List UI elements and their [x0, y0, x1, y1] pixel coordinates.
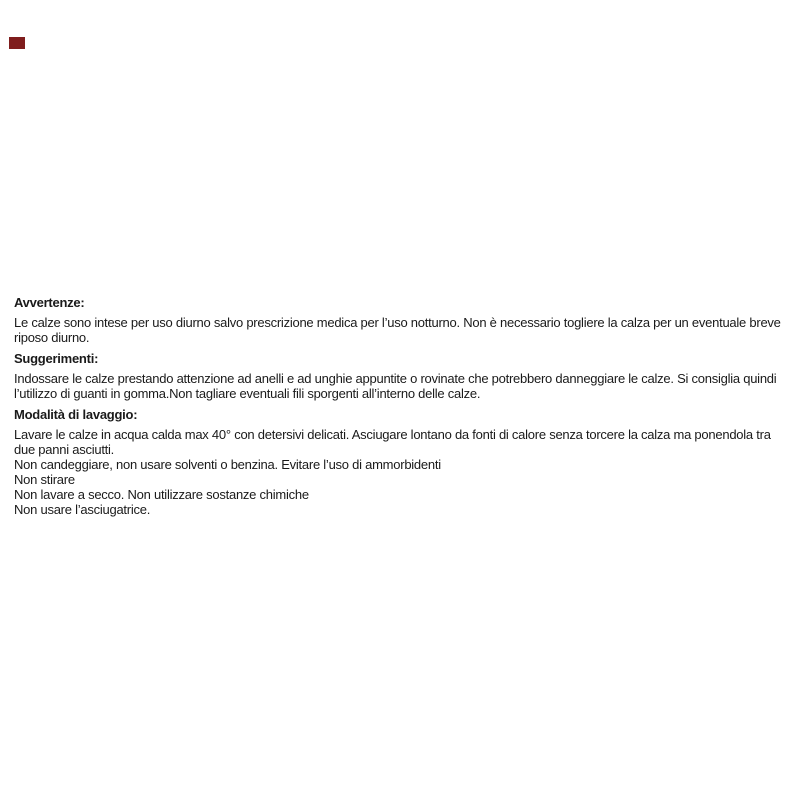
section-heading-suggerimenti: Suggerimenti: [14, 351, 99, 366]
text-line: Non lavare a secco. Non utilizzare sostanze chimiche [14, 487, 309, 502]
text-line: Non stirare [14, 472, 75, 487]
text-line: Non candeggiare, non usare solventi o benzina. Evitare l’uso di ammorbidenti [14, 457, 441, 472]
care-instructions-text-block [14, 295, 800, 517]
text-line: Indossare le calze prestando attenzione ad anelli e ad unghie appuntite o rovinate che potrebbero danneggiare le calze. Si consiglia quindi [14, 371, 777, 386]
section-heading-avvertenze: Avvertenze: [14, 295, 85, 310]
section-heading-modalita-di-lavaggio: Modalità di lavaggio: [14, 407, 138, 422]
text-line: due panni asciutti. [14, 442, 115, 457]
text-line: riposo diurno. [14, 330, 90, 345]
text-line: l’utilizzo di guanti in gomma.Non tagliare eventuali fili sporgenti all’interno delle calze. [14, 386, 481, 401]
section-suggerimenti [14, 351, 800, 401]
text-line: Lavare le calze in acqua calda max 40° con detersivi delicati. Asciugare lontano da fonti di calore senza torcere la calza ma ponendola tra [14, 427, 771, 442]
text-line: Non usare l’asciugatrice. [14, 502, 151, 517]
text-line: Le calze sono intese per uso diurno salvo prescrizione medica per l’uso notturno. Non è necessario togliere la calza per un eventuale breve [14, 315, 781, 330]
red-mark-decoration [9, 37, 25, 49]
section-avvertenze [14, 295, 800, 345]
section-modalita-di-lavaggio [14, 407, 800, 517]
